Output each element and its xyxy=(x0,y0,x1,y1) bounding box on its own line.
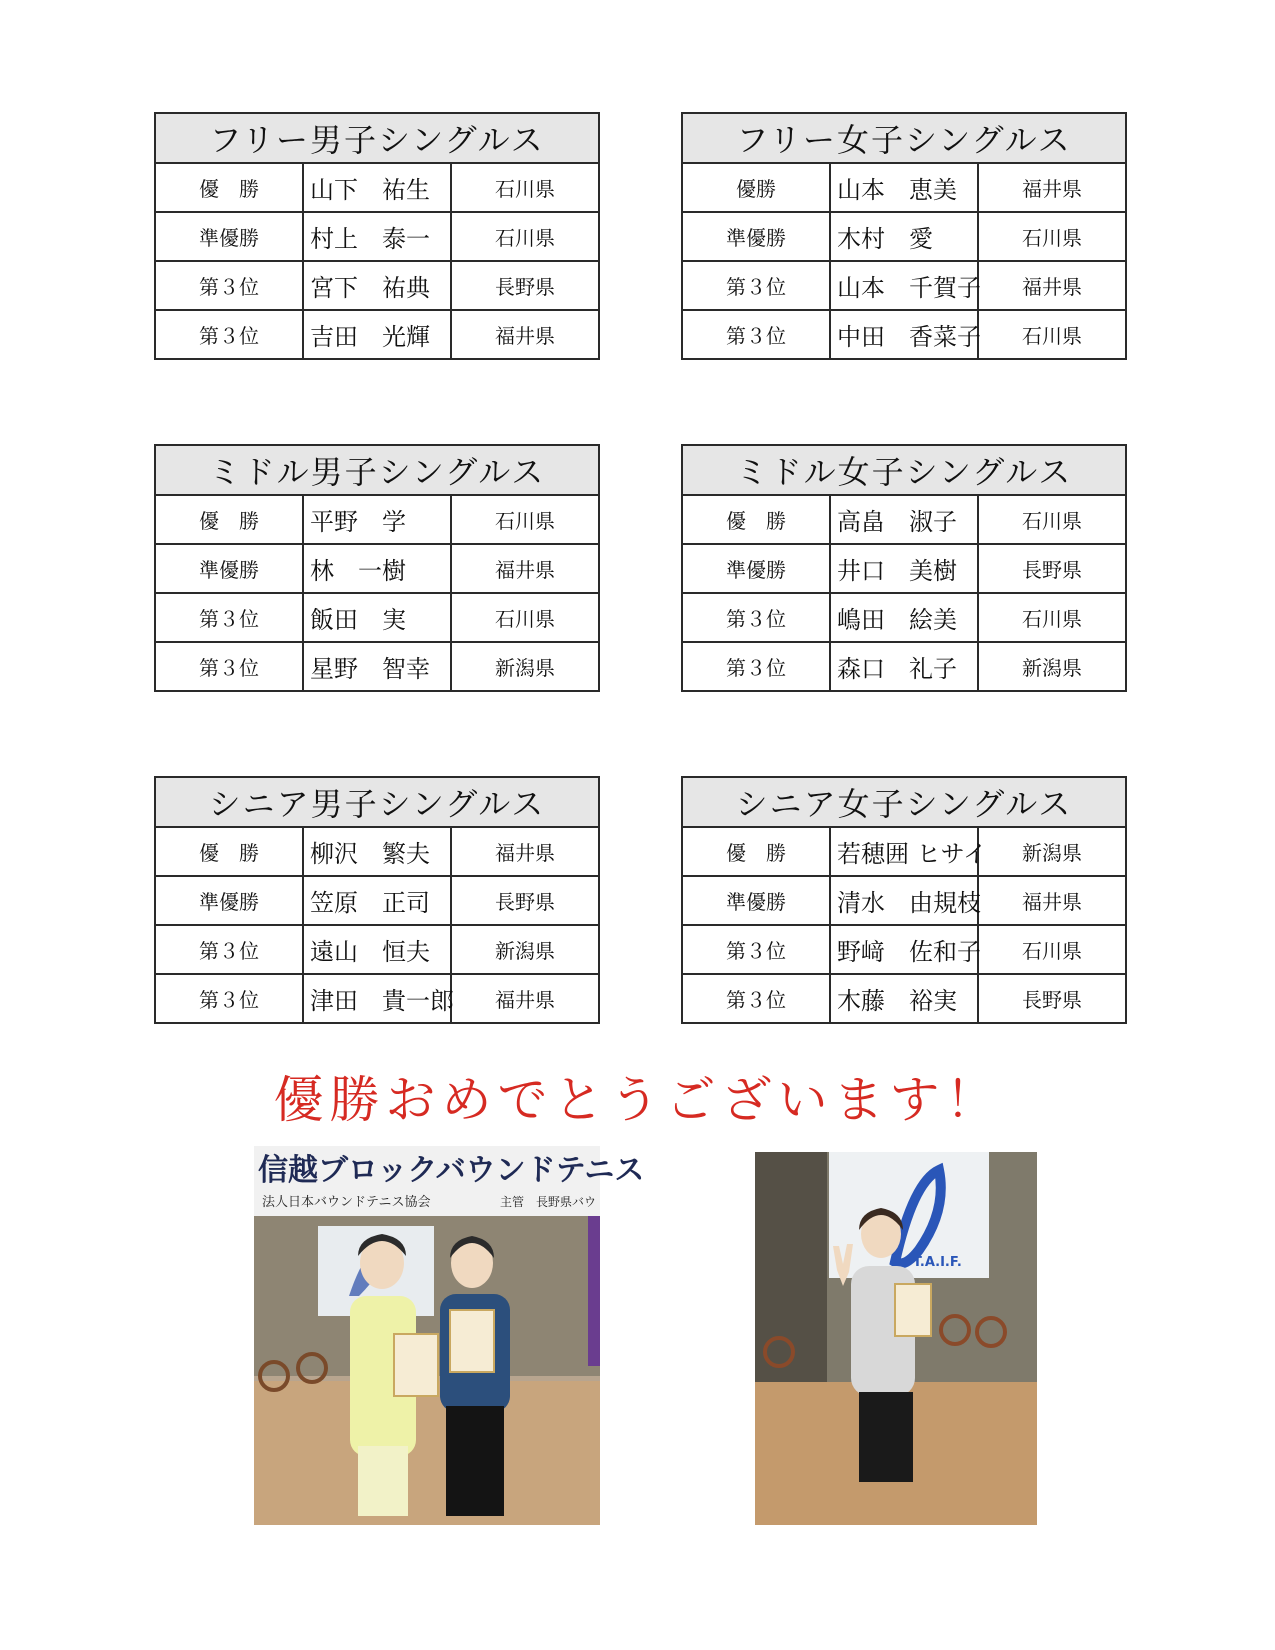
results-table-middle-women xyxy=(681,444,1127,692)
rank-cell: 優 勝 xyxy=(155,163,303,212)
table-title: ミドル女子シングルス xyxy=(682,445,1126,495)
prefecture-cell: 福井県 xyxy=(978,876,1126,925)
table-row xyxy=(682,310,1126,359)
name-cell: 村上 泰一 xyxy=(303,212,451,261)
name-cell: 森口 礼子 xyxy=(830,642,978,691)
name-cell: 野﨑 佐和子 xyxy=(830,925,978,974)
results-table-free-men xyxy=(154,112,600,360)
name-cell: 星野 智幸 xyxy=(303,642,451,691)
rank-cell: 優 勝 xyxy=(682,827,830,876)
prefecture-cell: 長野県 xyxy=(451,876,599,925)
name-cell: 山本 恵美 xyxy=(830,163,978,212)
table-row xyxy=(682,827,1126,876)
prefecture-cell: 長野県 xyxy=(451,261,599,310)
results-table-free-women xyxy=(681,112,1127,360)
rank-cell: 優勝 xyxy=(682,163,830,212)
prefecture-cell: 石川県 xyxy=(451,212,599,261)
table-row xyxy=(682,925,1126,974)
prefecture-cell: 石川県 xyxy=(978,212,1126,261)
prefecture-cell: 石川県 xyxy=(451,495,599,544)
prefecture-cell: 福井県 xyxy=(978,163,1126,212)
prefecture-cell: 長野県 xyxy=(978,974,1126,1023)
prefecture-cell: 石川県 xyxy=(978,495,1126,544)
rank-cell: 準優勝 xyxy=(155,212,303,261)
name-cell: 飯田 実 xyxy=(303,593,451,642)
name-cell: 木村 愛 xyxy=(830,212,978,261)
table-row xyxy=(155,974,599,1023)
table-row xyxy=(155,544,599,593)
rank-cell: 優 勝 xyxy=(155,495,303,544)
prefecture-cell: 福井県 xyxy=(451,974,599,1023)
table-row xyxy=(682,876,1126,925)
table-row xyxy=(682,642,1126,691)
prefecture-cell: 石川県 xyxy=(451,593,599,642)
table-title: フリー女子シングルス xyxy=(682,113,1126,163)
table-row xyxy=(155,925,599,974)
prefecture-cell: 福井県 xyxy=(451,827,599,876)
rank-cell: 第３位 xyxy=(155,925,303,974)
table-row xyxy=(155,827,599,876)
table-row xyxy=(155,310,599,359)
name-cell: 津田 貴一郎 xyxy=(303,974,451,1023)
table-row xyxy=(155,642,599,691)
name-cell: 中田 香菜子 xyxy=(830,310,978,359)
rank-cell: 準優勝 xyxy=(155,876,303,925)
rank-cell: 第３位 xyxy=(155,261,303,310)
table-row xyxy=(155,212,599,261)
name-cell: 若穂囲 ヒサイ xyxy=(830,827,978,876)
rank-cell: 第３位 xyxy=(682,310,830,359)
name-cell: 高畠 淑子 xyxy=(830,495,978,544)
rank-cell: 第３位 xyxy=(155,974,303,1023)
table-row xyxy=(155,876,599,925)
table-row xyxy=(155,495,599,544)
prefecture-cell: 新潟県 xyxy=(451,925,599,974)
prefecture-cell: 新潟県 xyxy=(978,827,1126,876)
table-row xyxy=(682,495,1126,544)
winner-photo-right xyxy=(755,1152,1037,1525)
results-table-senior-women xyxy=(681,776,1127,1024)
table-title: シニア男子シングルス xyxy=(155,777,599,827)
name-cell: 山本 千賀子 xyxy=(830,261,978,310)
rank-cell: 第３位 xyxy=(682,974,830,1023)
rank-cell: 優 勝 xyxy=(682,495,830,544)
name-cell: 宮下 祐典 xyxy=(303,261,451,310)
table-row xyxy=(682,163,1126,212)
rank-cell: 準優勝 xyxy=(682,212,830,261)
banner-main-text: 信越ブロックバウンドテニス xyxy=(258,1153,645,1188)
results-table-middle-men xyxy=(154,444,600,692)
rank-cell: 第３位 xyxy=(155,642,303,691)
prefecture-cell: 福井県 xyxy=(451,310,599,359)
prefecture-cell: 福井県 xyxy=(451,544,599,593)
table-row xyxy=(682,974,1126,1023)
name-cell: 吉田 光輝 xyxy=(303,310,451,359)
banner-logo-text: T.A.I.F. xyxy=(913,1255,962,1270)
prefecture-cell: 新潟県 xyxy=(451,642,599,691)
rank-cell: 第３位 xyxy=(682,642,830,691)
table-row xyxy=(155,163,599,212)
prefecture-cell: 石川県 xyxy=(978,925,1126,974)
rank-cell: 準優勝 xyxy=(682,544,830,593)
rank-cell: 準優勝 xyxy=(682,876,830,925)
rank-cell: 準優勝 xyxy=(155,544,303,593)
results-table-senior-men xyxy=(154,776,600,1024)
table-row xyxy=(682,593,1126,642)
table-row xyxy=(155,593,599,642)
name-cell: 笠原 正司 xyxy=(303,876,451,925)
name-cell: 柳沢 繁夫 xyxy=(303,827,451,876)
table-title: シニア女子シングルス xyxy=(682,777,1126,827)
table-row xyxy=(682,261,1126,310)
winners-photo-left xyxy=(254,1146,645,1525)
name-cell: 平野 学 xyxy=(303,495,451,544)
name-cell: 山下 祐生 xyxy=(303,163,451,212)
name-cell: 林 一樹 xyxy=(303,544,451,593)
rank-cell: 第３位 xyxy=(682,593,830,642)
prefecture-cell: 石川県 xyxy=(978,593,1126,642)
prefecture-cell: 石川県 xyxy=(978,310,1126,359)
prefecture-cell: 長野県 xyxy=(978,544,1126,593)
table-row xyxy=(682,544,1126,593)
banner-sub-text: 法人日本バウンドテニス協会 xyxy=(262,1195,431,1210)
table-row xyxy=(682,212,1126,261)
table-row xyxy=(155,261,599,310)
rank-cell: 第３位 xyxy=(155,310,303,359)
rank-cell: 第３位 xyxy=(682,925,830,974)
rank-cell: 第３位 xyxy=(155,593,303,642)
congratulations-message: 優勝おめでとうございます！ xyxy=(273,1071,1002,1129)
table-title: フリー男子シングルス xyxy=(155,113,599,163)
banner-sub-text-2: 主管 長野県バウ xyxy=(500,1195,597,1209)
rank-cell: 第３位 xyxy=(682,261,830,310)
name-cell: 木藤 裕実 xyxy=(830,974,978,1023)
name-cell: 井口 美樹 xyxy=(830,544,978,593)
rank-cell: 優 勝 xyxy=(155,827,303,876)
name-cell: 遠山 恒夫 xyxy=(303,925,451,974)
prefecture-cell: 新潟県 xyxy=(978,642,1126,691)
prefecture-cell: 石川県 xyxy=(451,163,599,212)
name-cell: 嶋田 絵美 xyxy=(830,593,978,642)
prefecture-cell: 福井県 xyxy=(978,261,1126,310)
name-cell: 清水 由規枝 xyxy=(830,876,978,925)
table-title: ミドル男子シングルス xyxy=(155,445,599,495)
